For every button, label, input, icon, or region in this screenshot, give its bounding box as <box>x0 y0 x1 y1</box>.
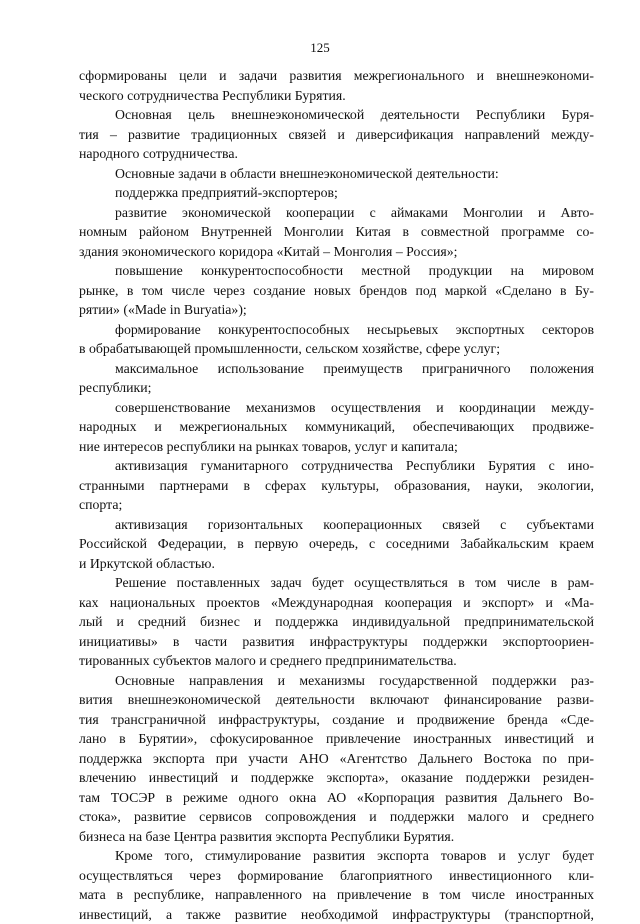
text-line: сформированы цели и задачи развития межрегионального и внешнеэкономи- <box>79 66 594 86</box>
text-line: в обрабатывающей промышленности, сельском хозяйстве, сфере услуг; <box>79 339 594 359</box>
text-line: тия – развитие традиционных связей и диверсификация направлений между- <box>79 125 594 145</box>
body-text <box>79 66 594 924</box>
text-line: ние интересов республики на рынках товаров, услуг и капитала; <box>79 437 594 457</box>
text-line: тированных субъектов малого и среднего предпринимательства. <box>79 651 594 671</box>
text-line: рынке, в том числе через создание новых брендов под маркой «Сделано в Бу- <box>79 281 594 301</box>
text-line: лано в Бурятии», сфокусированное привлечение иностранных инвестиций и <box>79 729 594 749</box>
text-line: Основные задачи в области внешнеэкономической деятельности: <box>79 164 594 184</box>
text-line: стока», развитие сервисов сопровождения и поддержки малого и среднего <box>79 807 594 827</box>
text-line: народного сотрудничества. <box>79 144 594 164</box>
text-line: максимальное использование преимуществ приграничного положения <box>79 359 594 379</box>
text-line: вития внешнеэкономической деятельности включают финансирование разви- <box>79 690 594 710</box>
text-line: лый и средний бизнес и поддержка индивидуальной предпринимательской <box>79 612 594 632</box>
text-line: народных и межрегиональных коммуникаций, обеспечивающих продвиже- <box>79 417 594 437</box>
page-number: 125 <box>0 40 640 56</box>
text-line: номным районом Внутренней Монголии Китая в совместной программе со- <box>79 222 594 242</box>
text-line: Российской Федерации, в первую очередь, с соседними Забайкальским краем <box>79 534 594 554</box>
text-line: осуществляться через формирование благоприятного инвестиционного кли- <box>79 866 594 886</box>
text-line: тия трансграничной инфраструктуры, создание и продвижение бренда «Сде- <box>79 710 594 730</box>
text-line: Кроме того, стимулирование развития экспорта товаров и услуг будет <box>79 846 594 866</box>
text-line: странными партнерами в сферах культуры, образования, науки, экологии, <box>79 476 594 496</box>
text-line: совершенствование механизмов осуществления и координации между- <box>79 398 594 418</box>
text-line: активизация горизонтальных кооперационных связей с субъектами <box>79 515 594 535</box>
text-line: Решение поставленных задач будет осуществляться в том числе в рам- <box>79 573 594 593</box>
text-line: мата в республике, направленного на привлечение в том числе иностранных <box>79 885 594 905</box>
text-line: республики; <box>79 378 594 398</box>
text-line: бизнеса на базе Центра развития экспорта Республики Бурятия. <box>79 827 594 847</box>
text-line: ках национальных проектов «Международная кооперация и экспорт» и «Ма- <box>79 593 594 613</box>
text-line: влечению инвестиций и поддержке экспорта», оказание поддержки резиден- <box>79 768 594 788</box>
text-line: поддержка экспорта при участи АНО «Агентство Дальнего Востока по при- <box>79 749 594 769</box>
text-line: Основная цель внешнеэкономической деятельности Республики Буря- <box>79 105 594 125</box>
text-line: там ТОСЭР в режиме одного окна АО «Корпорация развития Дальнего Во- <box>79 788 594 808</box>
text-line: здания экономического коридора «Китай – Монголия – Россия»; <box>79 242 594 262</box>
text-line: формирование конкурентоспособных несырьевых экспортных секторов <box>79 320 594 340</box>
text-line: спорта; <box>79 495 594 515</box>
text-line: поддержка предприятий-экспортеров; <box>79 183 594 203</box>
text-line: развитие экономической кооперации с аймаками Монголии и Авто- <box>79 203 594 223</box>
text-line: ческого сотрудничества Республики Бурятия. <box>79 86 594 106</box>
text-line: инвестиций, а также развитие необходимой инфраструктуры (транспортной, <box>79 905 594 924</box>
text-line: рятии» («Made in Buryatia»); <box>79 300 594 320</box>
text-line: и Иркутской областью. <box>79 554 594 574</box>
text-line: активизация гуманитарного сотрудничества Республики Бурятия с ино- <box>79 456 594 476</box>
text-line: инициативы» в части развития инфраструктуры поддержки экспортоориен- <box>79 632 594 652</box>
text-line: Основные направления и механизмы государственной поддержки раз- <box>79 671 594 691</box>
text-line: повышение конкурентоспособности местной продукции на мировом <box>79 261 594 281</box>
